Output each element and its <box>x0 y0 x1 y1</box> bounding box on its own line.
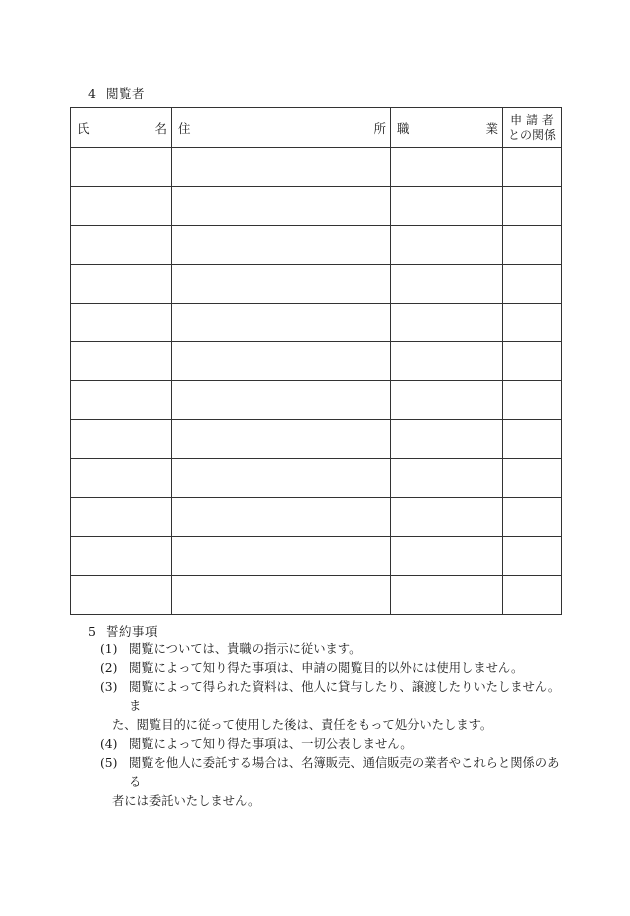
occupation-cell <box>391 459 503 498</box>
table-row <box>71 186 562 225</box>
table-row <box>71 303 562 342</box>
address-cell <box>172 498 391 537</box>
relation-cell <box>503 498 562 537</box>
section-5-number: 5 <box>88 624 97 639</box>
relation-cell <box>503 225 562 264</box>
relation-cell <box>503 264 562 303</box>
relation-cell <box>503 575 562 614</box>
occupation-cell <box>391 536 503 575</box>
address-cell <box>172 303 391 342</box>
section-4-number: 4 <box>88 86 97 101</box>
table-row <box>71 575 562 614</box>
name-cell <box>71 225 172 264</box>
occupation-cell <box>391 342 503 381</box>
address-cell <box>172 342 391 381</box>
address-cell <box>172 536 391 575</box>
relation-cell <box>503 536 562 575</box>
name-cell <box>71 186 172 225</box>
section-4-heading <box>88 84 145 102</box>
viewer-table <box>70 107 562 615</box>
terms-list <box>100 640 562 811</box>
relation-cell <box>503 148 562 187</box>
name-cell <box>71 498 172 537</box>
section-5-title: 誓約事項 <box>106 624 159 639</box>
name-cell <box>71 459 172 498</box>
relation-cell <box>503 342 562 381</box>
occupation-cell <box>391 575 503 614</box>
table-header-row <box>71 108 562 148</box>
address-cell <box>172 381 391 420</box>
header-occupation: 職 業 <box>391 108 503 148</box>
term-item: (1) 閲覧については、貴職の指示に従います。 <box>100 642 362 656</box>
relation-cell <box>503 381 562 420</box>
address-cell <box>172 225 391 264</box>
header-relation: 申 請 者 との関係 <box>503 108 562 148</box>
table-row <box>71 459 562 498</box>
table-body <box>71 148 562 615</box>
occupation-cell <box>391 498 503 537</box>
name-cell <box>71 575 172 614</box>
term-item: (3) 閲覧によって得られた資料は、他人に貸与したり、譲渡したりいたしません。ま た、閲覧目的に従って使用した後は、責任をもって処分いたします。 <box>100 680 561 732</box>
table-row <box>71 342 562 381</box>
occupation-cell <box>391 420 503 459</box>
occupation-cell <box>391 381 503 420</box>
table-row <box>71 536 562 575</box>
occupation-cell <box>391 225 503 264</box>
name-cell <box>71 420 172 459</box>
term-item: (5) 閲覧を他人に委託する場合は、名簿販売、通信販売の業者やこれらと関係のある 者には委託いたしません。 <box>100 756 560 808</box>
address-cell <box>172 459 391 498</box>
address-cell <box>172 575 391 614</box>
occupation-cell <box>391 303 503 342</box>
name-cell <box>71 303 172 342</box>
name-cell <box>71 536 172 575</box>
table-row <box>71 420 562 459</box>
table-row <box>71 225 562 264</box>
table-row <box>71 498 562 537</box>
address-cell <box>172 148 391 187</box>
address-cell <box>172 420 391 459</box>
section-4-title: 閲覧者 <box>106 86 146 101</box>
name-cell <box>71 264 172 303</box>
occupation-cell <box>391 148 503 187</box>
relation-cell <box>503 420 562 459</box>
table-row <box>71 148 562 187</box>
header-address: 住 所 <box>172 108 391 148</box>
table-row <box>71 264 562 303</box>
occupation-cell <box>391 264 503 303</box>
term-item: (4) 閲覧によって知り得た事項は、一切公表しません。 <box>100 737 413 751</box>
section-5-heading <box>88 622 158 640</box>
name-cell <box>71 148 172 187</box>
term-item: (2) 閲覧によって知り得た事項は、申請の閲覧目的以外には使用しません。 <box>100 661 524 675</box>
name-cell <box>71 381 172 420</box>
address-cell <box>172 186 391 225</box>
occupation-cell <box>391 186 503 225</box>
relation-cell <box>503 303 562 342</box>
table-row <box>71 381 562 420</box>
name-cell <box>71 342 172 381</box>
header-name: 氏 名 <box>71 108 172 148</box>
address-cell <box>172 264 391 303</box>
relation-cell <box>503 459 562 498</box>
relation-cell <box>503 186 562 225</box>
